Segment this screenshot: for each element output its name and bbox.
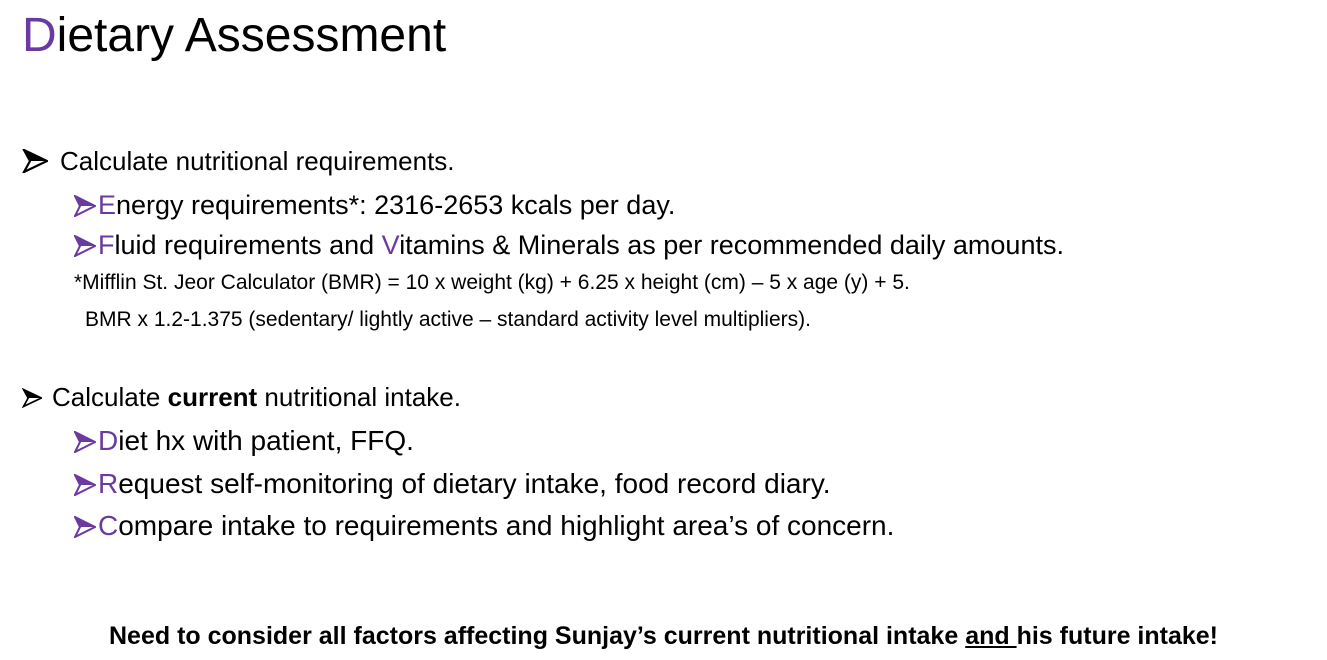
section-1-heading-text: Calculate nutritional requirements. (60, 146, 455, 176)
footer-underlined: and (965, 622, 1017, 650)
section-1-heading (22, 144, 455, 178)
bullet-self-monitoring (74, 467, 831, 501)
bullet-initial: C (98, 510, 119, 541)
purple-arrowhead-icon (74, 516, 96, 538)
bullet-initial: F (98, 230, 115, 260)
black-arrowhead-icon (22, 387, 42, 409)
section-2-heading-pre: Calculate (52, 382, 168, 412)
footer-pre: Need to consider all factors affecting Sunjay’s current nutritional intake (108, 622, 966, 650)
note-mifflin-formula: *Mifflin St. Jeor Calculator (BMR) = 10 x weight (kg) + 6.25 x height (cm) – 5 x age (y) + 5. (74, 271, 910, 294)
bullet-text: iet hx with patient, FFQ. (118, 425, 414, 456)
bullet-initial: R (98, 468, 119, 499)
black-arrowhead-icon (22, 149, 48, 173)
purple-arrowhead-icon (74, 474, 96, 496)
footer-post: his future intake! (1016, 622, 1219, 650)
purple-arrowhead-icon (74, 195, 96, 217)
section-2-heading-post: nutritional intake. (257, 382, 461, 412)
bullet-text: equest self-monitoring of dietary intake, food record diary. (118, 468, 831, 499)
title-initial: D (22, 9, 57, 62)
bullet-initial-2: V (381, 230, 400, 260)
purple-arrowhead-icon (74, 235, 96, 257)
section-2-heading-bold: current (167, 382, 258, 412)
bullet-diet-hx (74, 424, 414, 458)
bullet-initial: E (98, 190, 117, 220)
bullet-text: ompare intake to requirements and highlight area’s of concern. (118, 510, 895, 541)
slide-title (22, 8, 446, 64)
section-2-heading (22, 380, 461, 414)
bullet-fluid (74, 228, 1064, 262)
bullet-text: nergy requirements*: 2316-2653 kcals per day. (116, 190, 676, 220)
purple-arrowhead-icon (74, 431, 96, 453)
title-rest: ietary Assessment (56, 9, 447, 62)
bullet-compare-intake (74, 509, 894, 543)
bullet-text: luid requirements and (114, 230, 382, 260)
bullet-initial: D (98, 425, 119, 456)
bullet-text-2: itamins & Minerals as per recommended daily amounts. (399, 230, 1064, 260)
note-bmr-multiplier: BMR x 1.2-1.375 (sedentary/ lightly active – standard activity level multipliers). (85, 308, 811, 331)
bullet-energy (74, 188, 675, 222)
footer-statement (0, 619, 1327, 653)
